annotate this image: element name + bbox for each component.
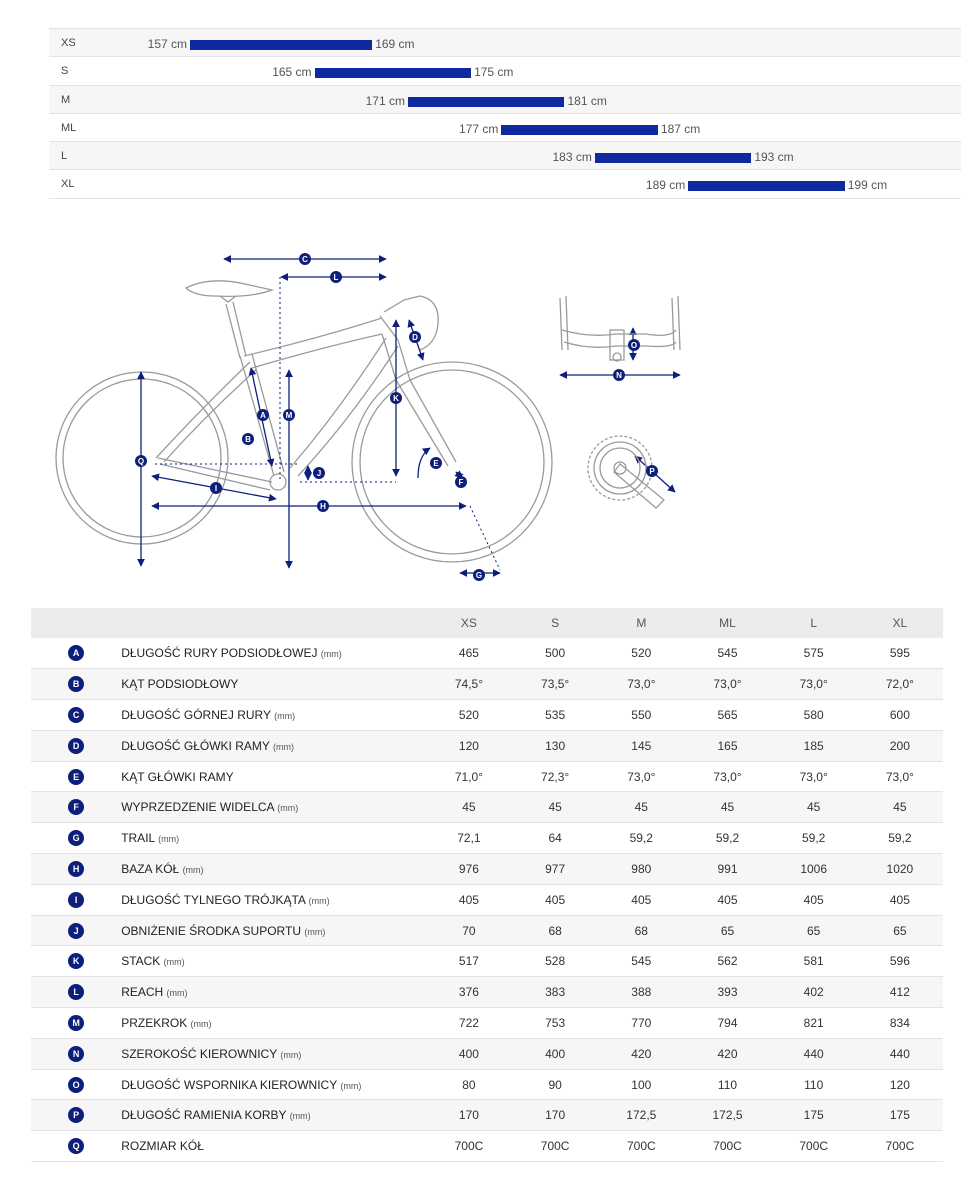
size-max-height: 175 cm bbox=[474, 65, 514, 80]
measurement-value: 170 bbox=[426, 1100, 512, 1131]
measurement-value: 172,5 bbox=[598, 1100, 684, 1131]
badge-letter: D bbox=[412, 333, 418, 342]
badge-letter: M bbox=[285, 411, 293, 420]
size-max-height: 181 cm bbox=[567, 93, 607, 108]
row-letter-badge: J bbox=[68, 923, 84, 939]
measurement-value: 722 bbox=[426, 1008, 512, 1039]
row-letter-badge: K bbox=[68, 953, 84, 969]
measurement-name bbox=[121, 761, 426, 792]
measurement-label: BAZA KÓŁ bbox=[121, 861, 180, 876]
measurement-value: 90 bbox=[512, 1069, 598, 1100]
measurement-value: 402 bbox=[771, 977, 857, 1008]
measurement-value: 400 bbox=[512, 1038, 598, 1069]
measurement-value: 130 bbox=[512, 730, 598, 761]
measurement-name bbox=[121, 1008, 426, 1039]
measurement-value: 770 bbox=[598, 1008, 684, 1039]
table-row bbox=[31, 1131, 943, 1162]
size-min-height: 189 cm bbox=[645, 178, 686, 193]
measurement-unit: (mm) bbox=[274, 710, 296, 721]
reference-lines bbox=[155, 277, 500, 570]
badge-letter: J bbox=[316, 469, 322, 478]
measurement-value: 71,0° bbox=[426, 761, 512, 792]
measurement-value: 45 bbox=[857, 792, 943, 823]
size-label: S bbox=[61, 65, 69, 78]
badge-letter: N bbox=[616, 371, 622, 380]
table-row bbox=[31, 792, 943, 823]
badge-letter: F bbox=[458, 478, 464, 487]
table-row bbox=[31, 823, 943, 854]
size-header: XS bbox=[426, 608, 512, 638]
row-letter-badge: Q bbox=[68, 1138, 84, 1154]
measurement-value: 700C bbox=[857, 1131, 943, 1162]
table-row bbox=[31, 884, 943, 915]
measurement-name bbox=[121, 730, 426, 761]
measurement-label: KĄT GŁÓWKI RAMY bbox=[121, 769, 234, 784]
row-letter-badge: B bbox=[68, 676, 84, 692]
measurement-value: 74,5° bbox=[426, 669, 512, 700]
row-letter-badge: A bbox=[68, 645, 84, 661]
measurement-value: 110 bbox=[771, 1069, 857, 1100]
measurement-label: TRAIL bbox=[121, 831, 155, 846]
measurement-name bbox=[121, 792, 426, 823]
measurement-value: 977 bbox=[512, 854, 598, 885]
measurement-value: 565 bbox=[684, 700, 770, 731]
table-row bbox=[31, 638, 943, 669]
size-row-xl bbox=[49, 170, 961, 198]
measurement-value: 45 bbox=[684, 792, 770, 823]
dimension-lines bbox=[141, 259, 680, 573]
size-header: L bbox=[771, 608, 857, 638]
measurement-name bbox=[121, 1131, 426, 1162]
size-range-bar bbox=[688, 181, 845, 191]
measurement-value: 405 bbox=[426, 884, 512, 915]
measurement-value: 120 bbox=[426, 730, 512, 761]
measurement-value: 1006 bbox=[771, 854, 857, 885]
badge-letter: C bbox=[302, 255, 308, 264]
measurement-value: 520 bbox=[598, 638, 684, 669]
measurement-value: 753 bbox=[512, 1008, 598, 1039]
measurement-value: 834 bbox=[857, 1008, 943, 1039]
measurement-value: 45 bbox=[426, 792, 512, 823]
measurement-value: 145 bbox=[598, 730, 684, 761]
size-label: XL bbox=[61, 178, 75, 191]
measurement-unit: (mm) bbox=[190, 1018, 212, 1029]
measurement-value: 388 bbox=[598, 977, 684, 1008]
measurement-unit: (mm) bbox=[280, 1049, 302, 1060]
row-letter-badge: N bbox=[68, 1046, 84, 1062]
badge-letter: I bbox=[214, 484, 218, 493]
measurement-value: 596 bbox=[857, 946, 943, 977]
measurement-value: 80 bbox=[426, 1069, 512, 1100]
size-min-height: 183 cm bbox=[552, 150, 592, 165]
measurement-label: ROZMIAR KÓŁ bbox=[121, 1139, 204, 1154]
measurement-value: 73,0° bbox=[771, 761, 857, 792]
table-row bbox=[31, 1069, 943, 1100]
geometry-table bbox=[31, 608, 943, 1162]
front-wheel bbox=[352, 362, 552, 562]
size-header: M bbox=[598, 608, 684, 638]
measurement-value: 65 bbox=[684, 915, 770, 946]
size-range-bar bbox=[408, 97, 565, 107]
measurement-value: 420 bbox=[598, 1038, 684, 1069]
measurement-label: STACK bbox=[121, 954, 161, 969]
measurement-value: 528 bbox=[512, 946, 598, 977]
size-row-xs bbox=[49, 29, 961, 57]
measurement-label: OBNIŻENIE ŚRODKA SUPORTU bbox=[121, 923, 301, 938]
measurement-value: 980 bbox=[598, 854, 684, 885]
table-row bbox=[31, 946, 943, 977]
measurement-value: 68 bbox=[512, 915, 598, 946]
measurement-value: 700C bbox=[771, 1131, 857, 1162]
row-letter-badge: M bbox=[68, 1015, 84, 1031]
measurement-value: 175 bbox=[771, 1100, 857, 1131]
measurement-value: 794 bbox=[684, 1008, 770, 1039]
measurement-value: 595 bbox=[857, 638, 943, 669]
measurement-unit: (mm) bbox=[163, 957, 185, 968]
row-letter-badge: H bbox=[68, 861, 84, 877]
size-max-height: 193 cm bbox=[754, 150, 794, 165]
measurement-value: 59,2 bbox=[598, 823, 684, 854]
measurement-label: REACH bbox=[121, 985, 164, 1000]
row-letter-badge: O bbox=[68, 1077, 84, 1093]
measurement-value: 991 bbox=[684, 854, 770, 885]
measurement-value: 600 bbox=[857, 700, 943, 731]
measurement-label: SZEROKOŚĆ KIEROWNICY bbox=[121, 1046, 277, 1061]
measurement-value: 172,5 bbox=[684, 1100, 770, 1131]
badge-letter: A bbox=[260, 411, 266, 420]
size-header: S bbox=[512, 608, 598, 638]
measurement-unit: (mm) bbox=[166, 988, 188, 999]
size-label: M bbox=[61, 93, 71, 106]
table-row bbox=[31, 700, 943, 731]
measurement-value: 575 bbox=[771, 638, 857, 669]
size-range-bar bbox=[190, 40, 372, 50]
measurement-value: 545 bbox=[598, 946, 684, 977]
measurement-label: DŁUGOŚĆ GŁÓWKI RAMY bbox=[121, 738, 270, 753]
table-header-row bbox=[31, 608, 943, 638]
row-letter-badge: C bbox=[68, 707, 84, 723]
row-letter-badge: F bbox=[68, 799, 84, 815]
row-letter-badge: G bbox=[68, 830, 84, 846]
size-max-height: 199 cm bbox=[847, 178, 888, 193]
measurement-value: 165 bbox=[684, 730, 770, 761]
measurement-value: 976 bbox=[426, 854, 512, 885]
measurement-value: 64 bbox=[512, 823, 598, 854]
table-row bbox=[31, 977, 943, 1008]
measurement-value: 562 bbox=[684, 946, 770, 977]
measurement-value: 535 bbox=[512, 700, 598, 731]
size-header: ML bbox=[684, 608, 770, 638]
measurement-value: 100 bbox=[598, 1069, 684, 1100]
measurement-label: WYPRZEDZENIE WIDELCA bbox=[121, 800, 274, 815]
measurement-name bbox=[121, 915, 426, 946]
bike-side-view bbox=[56, 281, 552, 562]
badge-letter: B bbox=[245, 435, 251, 444]
measurement-value: 110 bbox=[684, 1069, 770, 1100]
measurement-name bbox=[121, 884, 426, 915]
measurement-value: 440 bbox=[771, 1038, 857, 1069]
measurement-value: 500 bbox=[512, 638, 598, 669]
measurement-unit: (mm) bbox=[320, 649, 342, 660]
measurement-value: 65 bbox=[771, 915, 857, 946]
rider-height-chart bbox=[49, 28, 961, 199]
measurement-name bbox=[121, 638, 426, 669]
measurement-value: 59,2 bbox=[771, 823, 857, 854]
measurement-value: 440 bbox=[857, 1038, 943, 1069]
measurement-value: 170 bbox=[512, 1100, 598, 1131]
table-row bbox=[31, 915, 943, 946]
badge-letter: O bbox=[630, 341, 638, 350]
measurement-unit: (mm) bbox=[304, 926, 326, 937]
measurement-value: 72,1 bbox=[426, 823, 512, 854]
measurement-value: 700C bbox=[512, 1131, 598, 1162]
measurement-value: 59,2 bbox=[684, 823, 770, 854]
measurement-label: DŁUGOŚĆ RAMIENIA KORBY bbox=[121, 1108, 287, 1123]
measurement-value: 700C bbox=[426, 1131, 512, 1162]
size-max-height: 187 cm bbox=[660, 121, 701, 136]
size-label: L bbox=[61, 150, 68, 163]
measurement-value: 45 bbox=[771, 792, 857, 823]
measurement-value: 1020 bbox=[857, 854, 943, 885]
size-row-m bbox=[49, 86, 961, 114]
badge-letter: Q bbox=[137, 457, 145, 466]
badge-letter: G bbox=[475, 571, 483, 580]
measurement-label: DŁUGOŚĆ WSPORNIKA KIEROWNICY bbox=[121, 1077, 337, 1092]
badge-letter: K bbox=[393, 394, 399, 403]
row-letter-badge: E bbox=[68, 769, 84, 785]
row-letter-badge: L bbox=[68, 984, 84, 1000]
measurement-value: 120 bbox=[857, 1069, 943, 1100]
row-letter-badge: I bbox=[68, 892, 84, 908]
measurement-value: 405 bbox=[512, 884, 598, 915]
size-row-ml bbox=[49, 114, 961, 142]
badge-letter: E bbox=[433, 459, 439, 468]
size-min-height: 171 cm bbox=[365, 93, 405, 108]
row-letter-badge: D bbox=[68, 738, 84, 754]
handlebar-front-view bbox=[560, 296, 680, 361]
measurement-unit: (mm) bbox=[182, 864, 204, 875]
table-row bbox=[31, 1100, 943, 1131]
measurement-value: 185 bbox=[771, 730, 857, 761]
measurement-value: 65 bbox=[857, 915, 943, 946]
size-min-height: 177 cm bbox=[459, 121, 499, 136]
measurement-name bbox=[121, 823, 426, 854]
measurement-name bbox=[121, 946, 426, 977]
measurement-value: 821 bbox=[771, 1008, 857, 1039]
measurement-value: 45 bbox=[512, 792, 598, 823]
size-range-bar bbox=[315, 68, 472, 78]
measurement-value: 72,3° bbox=[512, 761, 598, 792]
size-label: XS bbox=[61, 37, 76, 49]
measurement-value: 73,0° bbox=[684, 761, 770, 792]
measurement-value: 383 bbox=[512, 977, 598, 1008]
badge-letter: H bbox=[320, 502, 326, 511]
measurement-unit: (mm) bbox=[308, 895, 330, 906]
measurement-value: 405 bbox=[598, 884, 684, 915]
measurement-value: 59,2 bbox=[857, 823, 943, 854]
size-label: ML bbox=[61, 121, 77, 134]
measurement-value: 73,0° bbox=[684, 669, 770, 700]
measurement-label: DŁUGOŚĆ TYLNEGO TRÓJKĄTA bbox=[121, 892, 306, 907]
measurement-name bbox=[121, 669, 426, 700]
size-min-height: 157 cm bbox=[147, 37, 187, 51]
table-row bbox=[31, 1038, 943, 1069]
size-range-bar bbox=[595, 153, 752, 163]
measurement-value: 520 bbox=[426, 700, 512, 731]
size-row-l bbox=[49, 142, 961, 170]
measurement-value: 200 bbox=[857, 730, 943, 761]
measurement-value: 550 bbox=[598, 700, 684, 731]
measurement-value: 73,0° bbox=[857, 761, 943, 792]
measurement-name bbox=[121, 700, 426, 731]
bike-geometry-diagram bbox=[0, 220, 978, 590]
measurement-value: 70 bbox=[426, 915, 512, 946]
measurement-unit: (mm) bbox=[158, 834, 180, 845]
measurement-value: 73,0° bbox=[771, 669, 857, 700]
measurement-value: 68 bbox=[598, 915, 684, 946]
measurement-value: 517 bbox=[426, 946, 512, 977]
table-row bbox=[31, 854, 943, 885]
badge-letter: P bbox=[649, 467, 655, 476]
measurement-value: 175 bbox=[857, 1100, 943, 1131]
size-header: XL bbox=[857, 608, 943, 638]
measurement-value: 420 bbox=[684, 1038, 770, 1069]
measurement-name bbox=[121, 1069, 426, 1100]
table-row bbox=[31, 669, 943, 700]
measurement-value: 465 bbox=[426, 638, 512, 669]
measurement-value: 393 bbox=[684, 977, 770, 1008]
size-max-height: 169 cm bbox=[375, 37, 415, 51]
measurement-value: 376 bbox=[426, 977, 512, 1008]
row-letter-badge: P bbox=[68, 1107, 84, 1123]
size-min-height: 165 cm bbox=[272, 65, 312, 80]
measurement-value: 72,0° bbox=[857, 669, 943, 700]
measurement-name bbox=[121, 1038, 426, 1069]
measurement-label: PRZEKROK bbox=[121, 1015, 188, 1030]
measurement-label: DŁUGOŚĆ RURY PODSIODŁOWEJ bbox=[121, 646, 318, 661]
measurement-value: 412 bbox=[857, 977, 943, 1008]
measurement-name bbox=[121, 1100, 426, 1131]
measurement-unit: (mm) bbox=[340, 1080, 362, 1091]
measurement-value: 581 bbox=[771, 946, 857, 977]
measurement-value: 545 bbox=[684, 638, 770, 669]
measurement-unit: (mm) bbox=[289, 1111, 311, 1122]
measurement-unit: (mm) bbox=[273, 741, 295, 752]
measurement-value: 400 bbox=[426, 1038, 512, 1069]
measurement-value: 405 bbox=[857, 884, 943, 915]
size-row-s bbox=[49, 57, 961, 85]
measurement-value: 405 bbox=[684, 884, 770, 915]
measurement-value: 73,5° bbox=[512, 669, 598, 700]
table-row bbox=[31, 730, 943, 761]
badge-letter: L bbox=[333, 273, 339, 282]
measurement-value: 73,0° bbox=[598, 669, 684, 700]
measurement-name bbox=[121, 854, 426, 885]
measurement-value: 700C bbox=[598, 1131, 684, 1162]
measurement-label: DŁUGOŚĆ GÓRNEJ RURY bbox=[121, 707, 271, 722]
table-row bbox=[31, 761, 943, 792]
measurement-label: KĄT PODSIODŁOWY bbox=[121, 677, 239, 692]
measurement-value: 580 bbox=[771, 700, 857, 731]
measurement-value: 700C bbox=[684, 1131, 770, 1162]
size-range-bar bbox=[501, 125, 658, 135]
saddle bbox=[186, 281, 272, 297]
measurement-value: 405 bbox=[771, 884, 857, 915]
measurement-name bbox=[121, 977, 426, 1008]
measurement-value: 73,0° bbox=[598, 761, 684, 792]
measurement-unit: (mm) bbox=[277, 803, 299, 814]
table-row bbox=[31, 1008, 943, 1039]
measurement-value: 45 bbox=[598, 792, 684, 823]
